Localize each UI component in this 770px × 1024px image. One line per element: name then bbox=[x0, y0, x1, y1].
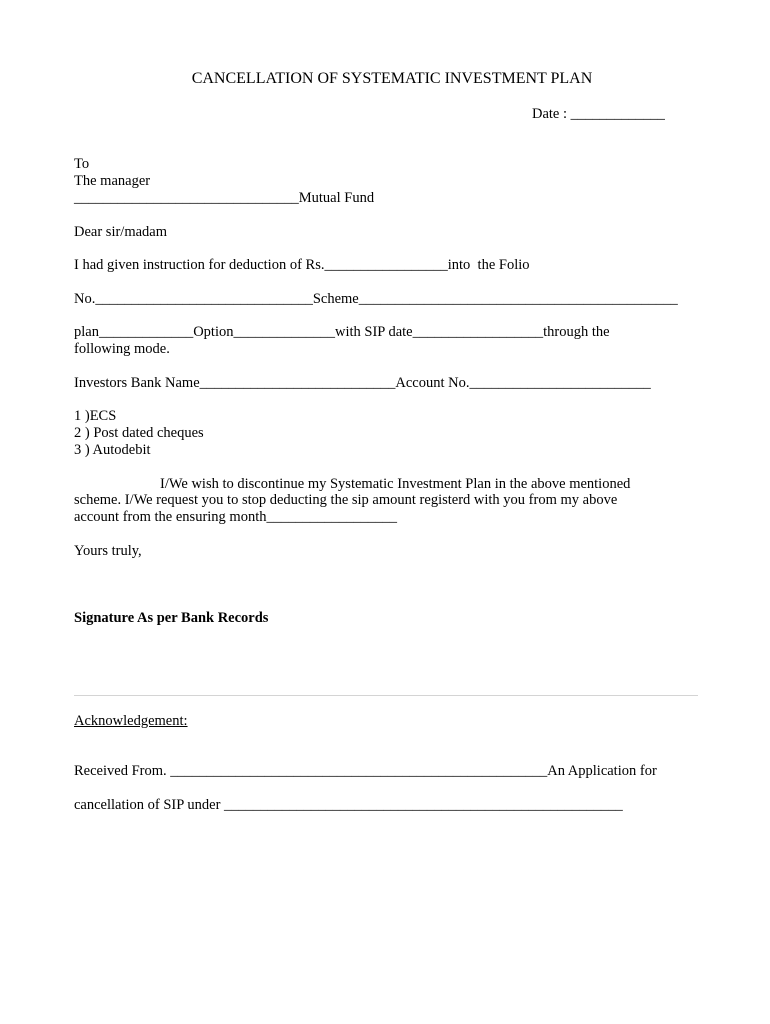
received-from-line: Received From. ____________________________________________________An Application for bbox=[74, 763, 657, 779]
request-line: I/We wish to discontinue my Systematic Investment Plan in the above mentioned bbox=[160, 476, 631, 492]
salutation: Dear sir/madam bbox=[74, 224, 168, 240]
closing: Yours truly, bbox=[74, 543, 142, 559]
request-line: scheme. I/We request you to stop deducting the sip amount registerd with you from my above bbox=[74, 492, 618, 508]
address-fund: _______________________________Mutual Fund bbox=[74, 190, 375, 206]
cancellation-line: cancellation of SIP under _______________________________________________________ bbox=[74, 797, 623, 813]
instruction-line: I had given instruction for deduction of Rs._________________into the Folio bbox=[74, 257, 530, 273]
mode-item: 3 ) Autodebit bbox=[74, 442, 151, 458]
document-title: CANCELLATION OF SYSTEMATIC INVESTMENT PLAN bbox=[191, 70, 593, 87]
divider bbox=[74, 695, 698, 696]
plan-option-line: plan_____________Option______________with SIP date__________________through the bbox=[74, 324, 610, 340]
mode-line: following mode. bbox=[74, 341, 170, 357]
mode-item: 2 ) Post dated cheques bbox=[74, 425, 204, 441]
acknowledgement-heading: Acknowledgement: bbox=[74, 713, 188, 729]
mode-item: 1 )ECS bbox=[74, 408, 117, 424]
address-to: To bbox=[74, 156, 90, 172]
folio-scheme-line: No.______________________________Scheme____________________________________________ bbox=[74, 291, 678, 307]
request-line: account from the ensuring month__________________ bbox=[74, 509, 397, 525]
address-manager: The manager bbox=[74, 173, 151, 189]
signature-label: Signature As per Bank Records bbox=[74, 610, 269, 626]
date-line: Date : _____________ bbox=[532, 106, 665, 122]
bank-line: Investors Bank Name___________________________Account No._________________________ bbox=[74, 375, 651, 391]
